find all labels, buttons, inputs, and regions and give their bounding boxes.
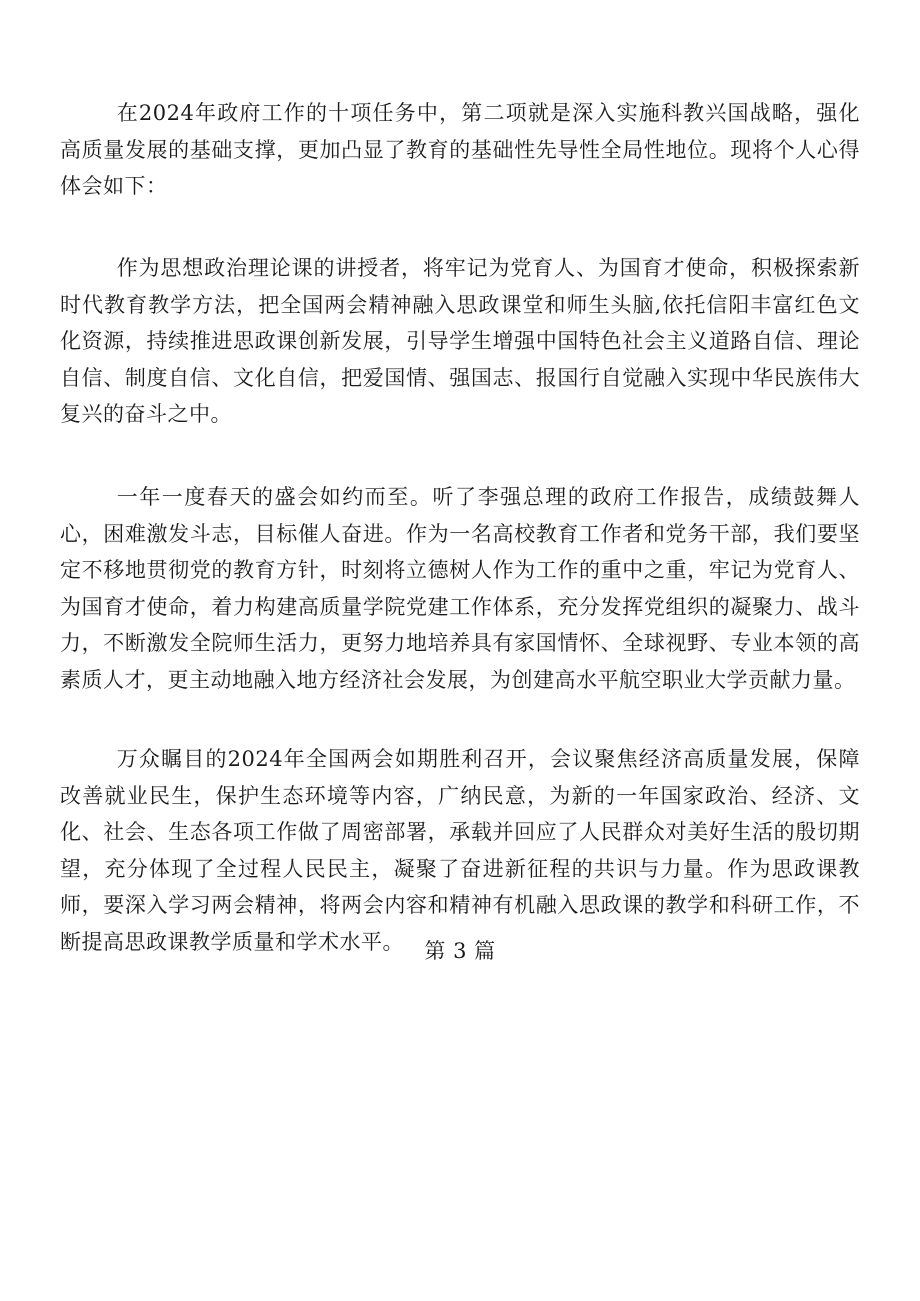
paragraph-2: 作为思想政治理论课的讲授者，将牢记为党育人、为国育才使命，积极探索新时代教育教学方法，把全国两会精神融入思政课堂和师生头脑,依托信阳丰富红色文化资源，持续推进思政课创新发展，引导学生增强中国特色社会主义道路自信、理论自信、制度自信、文化自信，把爱国情、强国志、报国行自觉融入实现中华民族伟大复兴的奋斗之中。 — [60, 256, 860, 427]
paragraph-1: 在2024年政府工作的十项任务中，第二项就是深入实施科教兴国战略，强化高质量发展的基础支撑，更加凸显了教育的基础性先导性全局性地位。现将个人心得体会如下： — [60, 101, 860, 199]
paragraph-3: 一年一度春天的盛会如约而至。听了李强总理的政府工作报告，成绩鼓舞人心，困难激发斗志，目标催人奋进。作为一名高校教育工作者和党务干部，我们要坚定不移地贯彻党的教育方针，时刻将立德树人作为工作的重中之重，牢记为党育人、为国育才使命，着力构建高质量学院党建工作体系，充分发挥党组织的凝聚力、战斗力，不断激发全院师生活力，更努力地培养具有家国情怀、全球视野、专业本领的高素质人才，更主动地融入地方经济社会发展，为创建高水平航空职业大学贡献力量。 — [60, 485, 860, 692]
paragraph-4: 万众瞩目的2024年全国两会如期胜利召开，会议聚焦经济高质量发展，保障改善就业民生，保护生态环境等内容，广纳民意，为新的一年国家政治、经济、文化、社会、生态各项工作做了周密部署，承载并回应了人民群众对美好生活的殷切期望，充分体现了全过程人民民主，凝聚了奋进新征程的共识与力量。作为思政课教师，要深入学习两会精神，将两会内容和精神有机融入思政课的教学和科研工作，不断提高思政课教学质量和学术水平。 — [60, 747, 860, 954]
section-title: 第 3 篇 — [424, 939, 496, 963]
